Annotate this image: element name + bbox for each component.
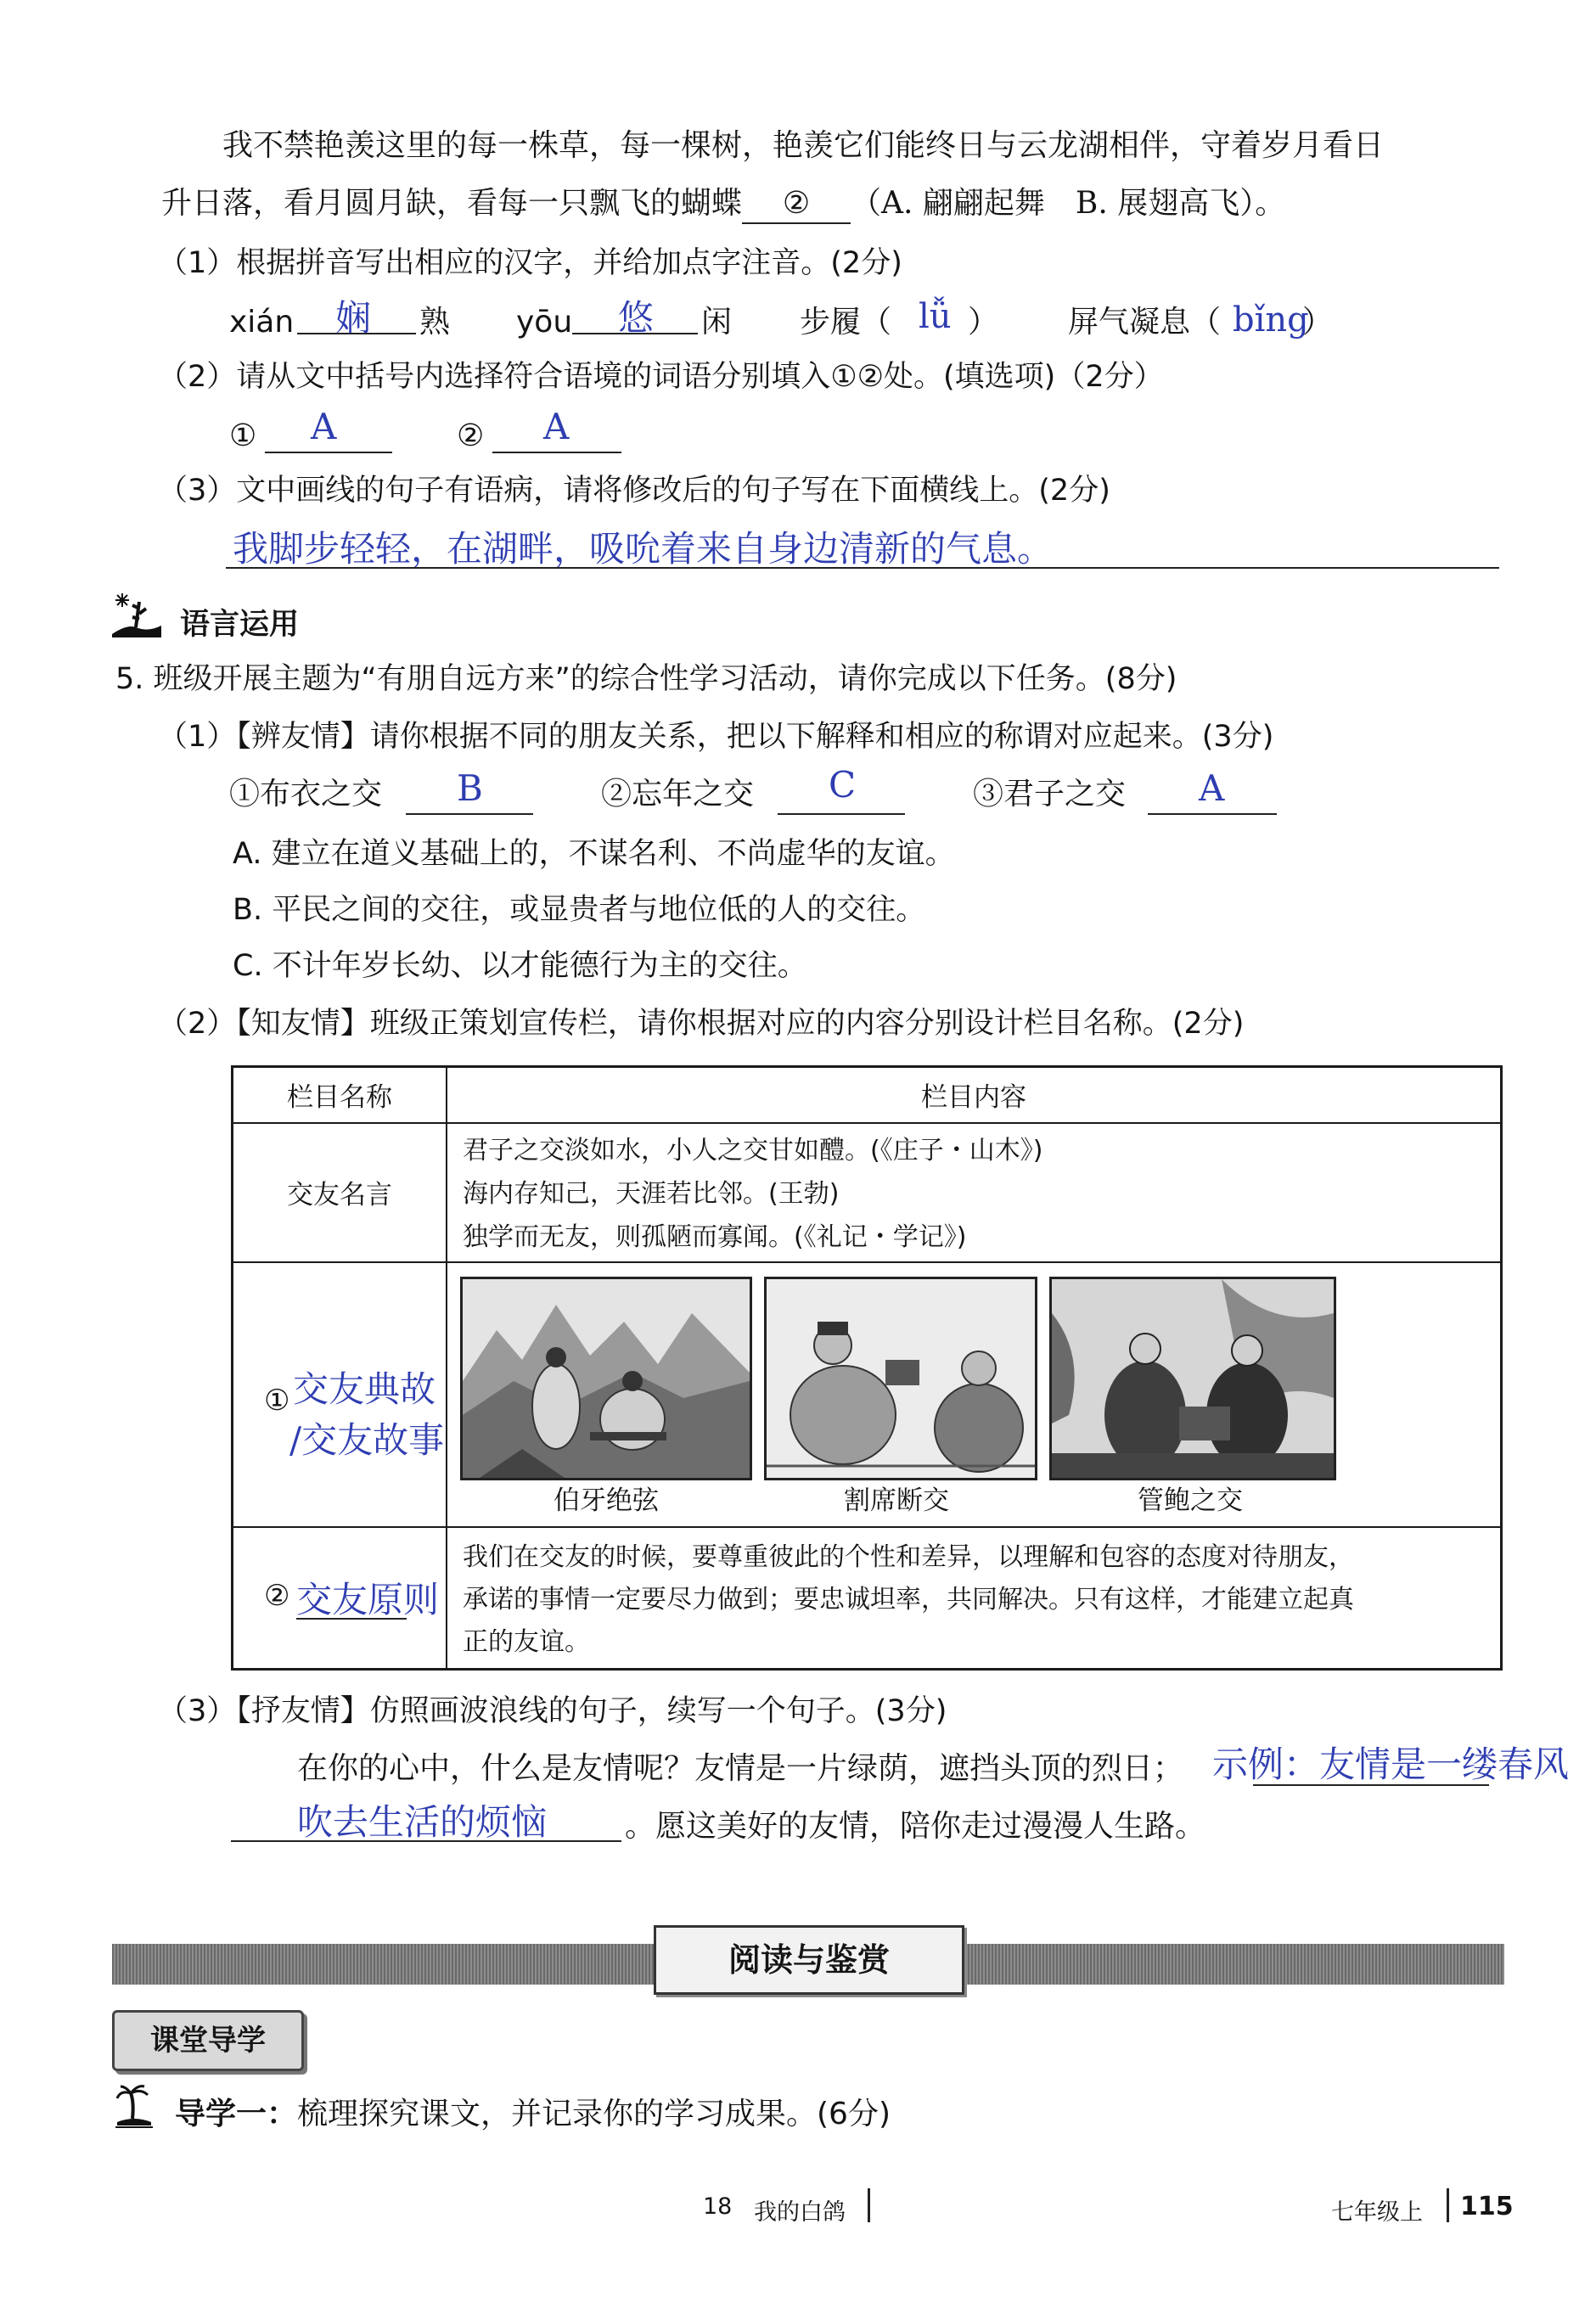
- row1-name: 交友名言: [287, 1180, 392, 1210]
- q5-stem: 5. 班级开展主题为“有朋自远方来”的综合性学习活动，请你完成以下任务。(8分): [115, 662, 1177, 696]
- q3-stem: （3）文中画线的句子有语病，请将修改后的句子写在下面横线上。(2分): [158, 474, 1110, 508]
- caption-gexi: 割席断交: [844, 1485, 949, 1516]
- passage-line-1: 我不禁艳羡这里的每一株草，每一棵树，艳羡它们能终日与云龙湖相伴，守着岁月看日: [222, 128, 1385, 163]
- row2-answer-1: 交友典故: [293, 1367, 436, 1410]
- row3-text-2: 承诺的事情一定要尽力做到；要忠诚坦率，共同解决。只有这样，才能建立起真: [463, 1584, 1354, 1614]
- table-header-content: 栏目内容: [921, 1082, 1026, 1114]
- sub3-line-1: 在你的心中，什么是友情呢？友情是一片绿荫，遮挡头顶的烈日；: [297, 1751, 1184, 1786]
- q2-stem: （2）请从文中括号内选择符合语境的词语分别填入①②处。(填选项)（2分）: [158, 360, 1164, 394]
- q1-pinyin-1: xián: [229, 305, 295, 340]
- q1-answer-1: 娴: [335, 297, 372, 339]
- caption-guanbao: 管鲍之交: [1138, 1485, 1243, 1516]
- q1-answer-4: bǐng: [1233, 300, 1309, 340]
- match-2-label: ②忘年之交: [601, 777, 755, 811]
- sub3-answer-2: 吹去生活的烦恼: [297, 1801, 548, 1843]
- section-title: 语言运用: [180, 608, 300, 642]
- q2-label-2: ②: [457, 418, 485, 453]
- match-3-label: ③君子之交: [973, 777, 1127, 811]
- footer-divider-1: [868, 2188, 870, 2222]
- boya-painting-image: [460, 1277, 752, 1480]
- option-b: B. 平民之间的交往，或显贵者与地位低的人的交往。: [233, 893, 926, 927]
- footer-grade: 七年级上: [1331, 2199, 1423, 2226]
- sub3-line-2: 。愿这美好的友情，陪你走过漫漫人生路。: [625, 1809, 1206, 1844]
- q2-answer-1: A: [311, 406, 337, 447]
- blank-2: ②: [742, 185, 851, 224]
- guide-line: [175, 2090, 891, 2133]
- footer-divider-2: [1447, 2188, 1449, 2222]
- q1-stem: （1）根据拼音写出相应的汉字，并给加点字注音。(2分): [158, 246, 902, 280]
- reading-banner-title: 阅读与鉴赏: [654, 1925, 964, 1995]
- row1-quote-3: 独学而无友，则孤陋而寡闻。(《礼记・学记》): [463, 1221, 967, 1252]
- table-header-name: 栏目名称: [287, 1082, 392, 1114]
- q1-word-2: 闲: [701, 305, 733, 340]
- row3-num: ②: [264, 1578, 290, 1613]
- q1-word-3-close: ）: [968, 305, 999, 340]
- q1-word-3: 步履（: [800, 305, 892, 340]
- match-1-answer: B: [457, 767, 483, 809]
- row3-name-cell: [233, 1527, 447, 1670]
- classroom-guide-tag: 课堂导学: [112, 2010, 304, 2071]
- match-3-answer: A: [1199, 767, 1225, 809]
- guide-text: 梳理探究课文，并记录你的学习成果。(6分): [297, 2097, 891, 2131]
- q2-answer-2: A: [543, 406, 570, 447]
- language-use-icon: [110, 590, 163, 639]
- caption-boya: 伯牙绝弦: [554, 1485, 659, 1516]
- q5-sub3: （3）【抒友情】仿照画波浪线的句子，续写一个句子。(3分): [158, 1694, 947, 1728]
- q1-answer-2: 悠: [618, 297, 655, 339]
- q1-word-1: 熟: [419, 305, 451, 340]
- footer-lesson-num: 18: [703, 2193, 733, 2220]
- row3-text-1: 我们在交友的时候，要尊重彼此的个性和差异，以理解和包容的态度对待朋友，: [463, 1541, 1354, 1572]
- passage-line-2-suffix: （A. 翩翩起舞 B. 展翅高飞）。: [851, 186, 1286, 221]
- row1-quote-2: 海内存知己，天涯若比邻。(王勃): [463, 1178, 840, 1209]
- q1-word-4-close: ）: [1302, 305, 1334, 340]
- q2-label-1: ①: [229, 418, 257, 453]
- q1-pinyin-2: yōu: [516, 305, 573, 340]
- guanbao-painting-image: [1049, 1277, 1336, 1480]
- passage-line-2: [161, 185, 1285, 224]
- passage-line-2-prefix: 升日落，看月圆月缺，看每一只飘飞的蝴蝶: [161, 186, 743, 221]
- option-a: A. 建立在道义基础上的，不谋名利、不尚虚华的友谊。: [233, 837, 955, 871]
- guide-island-icon: [114, 2085, 155, 2129]
- option-c: C. 不计年岁长幼、以才能德行为主的交往。: [233, 949, 807, 983]
- q1-answer-3: lǚ: [919, 297, 952, 336]
- q5-sub2: （2）【知友情】班级正策划宣传栏，请你根据对应的内容分别设计栏目名称。(2分): [158, 1007, 1245, 1041]
- q5-sub1: （1）【辨友情】请你根据不同的朋友关系，把以下解释和相应的称谓对应起来。(3分): [158, 720, 1274, 754]
- footer-page-number: 115: [1460, 2192, 1514, 2221]
- q1-word-4: 屏气凝息（: [1068, 305, 1222, 340]
- row2-answer-2: /交友故事: [289, 1418, 445, 1461]
- guide-label: 导学一：: [175, 2097, 298, 2131]
- row1-quote-1: 君子之交淡如水，小人之交甘如醴。(《庄子・山木》): [463, 1135, 1043, 1165]
- match-2-answer: C: [829, 764, 857, 806]
- sub3-answer-1: 示例：友情是一缕春风: [1212, 1744, 1570, 1785]
- row3-answer: 交友原则: [296, 1578, 440, 1620]
- geximeiduanjiao-painting-image: [764, 1277, 1037, 1480]
- q3-answer: 我脚步轻轻，在湖畔，吸吮着来自身边清新的气息。: [233, 528, 1054, 570]
- match-1-label: ①布衣之交: [229, 777, 383, 811]
- row2-num: ①: [264, 1383, 290, 1418]
- row2-name-cell: [233, 1262, 447, 1527]
- row3-text-3: 正的友谊。: [463, 1626, 590, 1657]
- footer-lesson-title: 我的白鸽: [754, 2199, 846, 2226]
